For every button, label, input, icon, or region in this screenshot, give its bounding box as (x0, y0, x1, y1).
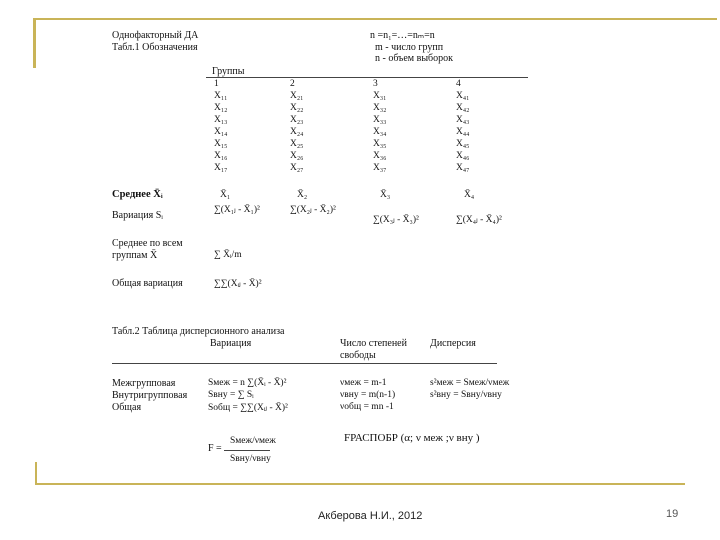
table1-cell: X₄₆ (456, 151, 470, 161)
col-dispersion: Дисперсия (430, 338, 476, 349)
table1-cell: X₂₅ (290, 139, 304, 149)
mean-cell: X̄₁ (220, 190, 231, 200)
row-dof: νмеж = m-1 (340, 378, 387, 388)
table1-cell: X₁₅ (214, 139, 228, 149)
table1-cell: X₁₃ (214, 115, 228, 125)
table2-rule (112, 363, 497, 364)
row-dof: νобщ = mn -1 (340, 402, 394, 412)
table1-cell: X₂₃ (290, 115, 304, 125)
variation-label: Вариация Sᵢ (112, 210, 163, 221)
variation-cell: ∑(X₁ⱼ - X̄₁)² (214, 205, 260, 215)
table2-caption: Табл.2 Таблица дисперсионного анализа (112, 326, 285, 337)
table1-cell: X₁₂ (214, 103, 228, 113)
table1-cell: X₃₆ (373, 151, 387, 161)
m-description: m - число групп (375, 42, 444, 53)
table1-cell: X₄₅ (456, 139, 470, 149)
row-name: Общая (112, 402, 142, 413)
table1-cell: X₃₁ (373, 91, 387, 101)
table1-cell: X₁₇ (214, 163, 228, 173)
variation-cell: ∑(X₃ⱼ - X̄₃)² (373, 215, 419, 225)
total-variation-label: Общая вариация (112, 278, 183, 289)
group-number: 3 (373, 79, 378, 89)
f-denominator: Sвну/νвну (230, 454, 271, 464)
table1-cell: X₂₇ (290, 163, 304, 173)
fraspobr-formula: FРАСПОБР (α; ν меж ;ν вну ) (344, 432, 480, 444)
table1-cell: X₂₆ (290, 151, 304, 161)
col-dof-1: Число степеней (340, 338, 407, 349)
table1-cell: X₂₂ (290, 103, 304, 113)
table1-cell: X₃₅ (373, 139, 387, 149)
mean-cell: X̄₂ (297, 190, 308, 200)
mean-cell: X̄₃ (380, 190, 391, 200)
table1-cell: X₁₁ (214, 91, 228, 101)
groups-label: Группы (212, 66, 245, 77)
group-number: 1 (214, 79, 219, 89)
table1-cell: X₄₁ (456, 91, 470, 101)
table1-cell: X₄₃ (456, 115, 470, 125)
row-variation: Sобщ = ∑∑(Xᵢⱼ - X̄)² (208, 403, 288, 413)
row-name: Внутригрупповая (112, 390, 188, 401)
variation-cell: ∑(X₄ⱼ - X̄₄)² (456, 215, 502, 225)
n-description: n - объем выборок (375, 53, 453, 64)
table1-cell: X₁₆ (214, 151, 228, 161)
table1-cell: X₄₇ (456, 163, 470, 173)
table1-cell: X₄₂ (456, 103, 470, 113)
table1-cell: X₃₄ (373, 127, 387, 137)
table1-cell: X₄₄ (456, 127, 470, 137)
overall-mean-label-2: группам X̄ (112, 250, 158, 261)
group-number: 2 (290, 79, 295, 89)
table1-cell: X₂₁ (290, 91, 304, 101)
page-number: 19 (666, 508, 679, 520)
row-name: Межгрупповая (112, 378, 176, 389)
group-number: 4 (456, 79, 461, 89)
mean-label: Среднее X̄ᵢ (112, 189, 163, 200)
row-dispersion: s²меж = Sмеж/νмеж (430, 378, 510, 388)
f-numerator: Sмеж/νмеж (230, 436, 276, 446)
overall-mean-formula: ∑ X̄ᵢ/m (214, 250, 242, 260)
col-variation: Вариация (210, 338, 252, 349)
col-dof-2: свободы (340, 350, 376, 361)
row-dispersion: s²вну = Sвну/νвну (430, 390, 502, 400)
overall-mean-label-1: Среднее по всем (112, 238, 183, 249)
f-prefix: F = (208, 443, 222, 454)
row-variation: Sмеж = n ∑(X̄ᵢ - X̄)² (208, 378, 287, 388)
variation-cell: ∑(X₂ⱼ - X̄₂)² (290, 205, 336, 215)
mean-cell: X̄₄ (464, 190, 475, 200)
row-dof: νвну = m(n-1) (340, 390, 396, 400)
title-left: Однофакторный ДА (112, 30, 199, 41)
f-fraction-bar (224, 450, 270, 451)
table1-cell: X₁₄ (214, 127, 228, 137)
condition-text: n =n₁=…=nₘ=n (370, 30, 435, 41)
table1-cell: X₃₂ (373, 103, 387, 113)
footer-author: Акберова Н.И., 2012 (318, 510, 423, 522)
table1-cell: X₃₃ (373, 115, 387, 125)
row-variation: Sвну = ∑ Sᵢ (208, 390, 254, 400)
table1-cell: X₃₇ (373, 163, 387, 173)
table1-rule (206, 77, 528, 78)
table1-cell: X₂₄ (290, 127, 304, 137)
table1-caption: Табл.1 Обозначения (112, 42, 198, 53)
total-variation-formula: ∑∑(Xᵢⱼ - X̄)² (214, 279, 262, 289)
